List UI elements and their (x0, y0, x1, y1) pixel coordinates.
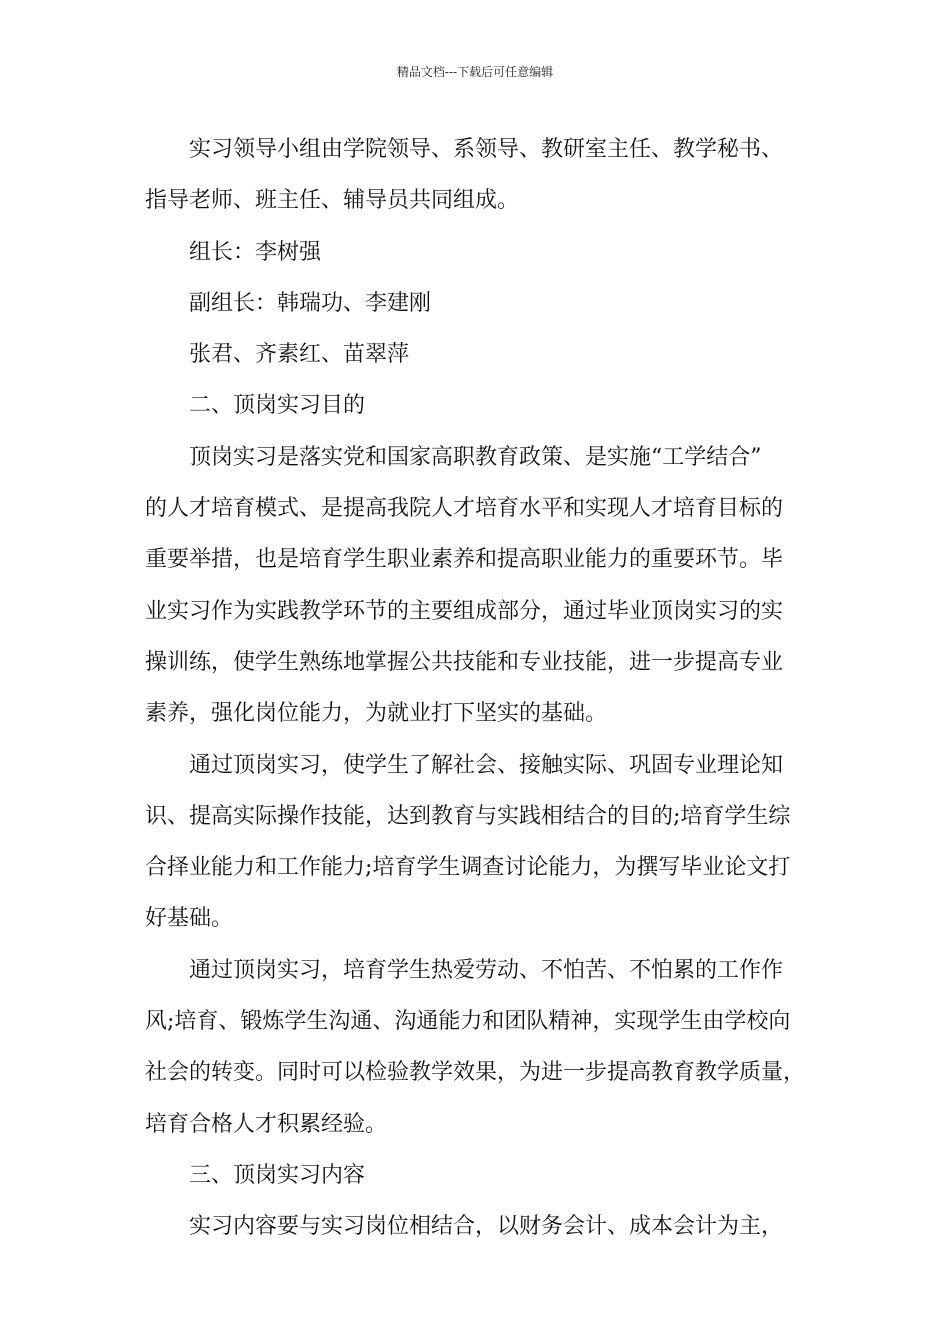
text-line: 二、顶岗实习目的 (189, 393, 366, 419)
text-line: 风;培育、锻炼学生沟通、沟通能力和团队精神，实现学生由学校向 (145, 1009, 791, 1035)
text-line: 三、顶岗实习内容 (189, 1162, 366, 1188)
text-line: 识、提高实际操作技能，达到教育与实践相结合的目的;培育学生综 (145, 803, 791, 829)
document-body (145, 124, 821, 1253)
text-line: 顶岗实习是落实党和国家高职教育政策、是实施“工学结合” (189, 444, 762, 470)
text-line: 好基础。 (145, 906, 234, 932)
page-header: 精品文档---下载后可任意编辑 (396, 65, 554, 79)
text-line: 素养，强化岗位能力，为就业打下坚实的基础。 (145, 701, 608, 727)
text-line: 张君、齐素红、苗翠萍 (189, 342, 410, 368)
text-line: 实习内容要与实习岗位相结合，以财务会计、成本会计为主， (189, 1214, 784, 1240)
text-line: 重要举措，也是培育学生职业素养和提高职业能力的重要环节。毕 (145, 547, 784, 573)
text-line: 的人才培育模式、是提高我院人才培育水平和实现人才培育目标的 (145, 496, 784, 522)
text-line: 指导老师、班主任、辅导员共同组成。 (145, 188, 520, 214)
text-line: 副组长：韩瑞功、李建刚 (189, 290, 432, 316)
text-line: 通过顶岗实习，使学生了解社会、接触实际、巩固专业理论知 (189, 752, 784, 778)
text-line: 实习领导小组由学院领导、系领导、教研室主任、教学秘书、 (189, 137, 784, 162)
text-line: 组长：李树强 (189, 239, 322, 265)
text-line: 社会的转变。同时可以检验教学效果，为进一步提高教育教学质量， (145, 1060, 806, 1086)
text-line: 通过顶岗实习，培育学生热爱劳动、不怕苦、不怕累的工作作 (189, 957, 784, 983)
text-line: 业实习作为实践教学环节的主要组成部分，通过毕业顶岗实习的实 (145, 598, 784, 624)
text-line: 培育合格人才积累经验。 (145, 1111, 388, 1137)
text-line: 操训练，使学生熟练地掌握公共技能和专业技能，进一步提高专业 (145, 649, 784, 675)
text-line: 合择业能力和工作能力;培育学生调查讨论能力，为撰写毕业论文打 (145, 855, 791, 881)
